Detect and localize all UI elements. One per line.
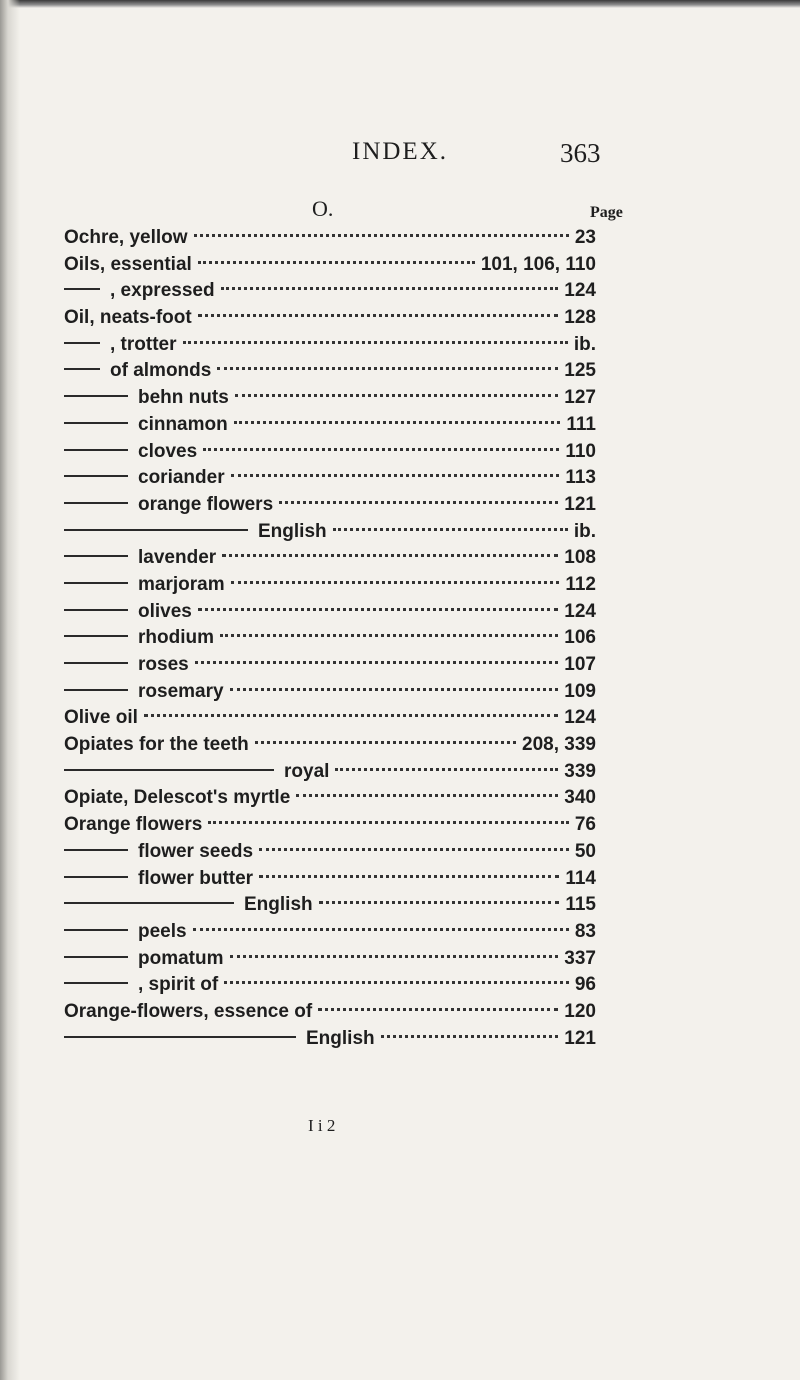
index-entry (64, 547, 596, 574)
index-entry (64, 814, 596, 841)
index-entry (64, 334, 596, 361)
dot-leader (221, 287, 559, 290)
dot-leader (208, 821, 569, 824)
entry-text: Oils, essential (64, 253, 192, 275)
dot-leader (217, 367, 558, 370)
entry-page-ref: 50 (574, 840, 596, 862)
entry-page-ref: 23 (574, 227, 596, 248)
index-entry (64, 868, 596, 895)
entry-text: Ochre, yellow (64, 227, 188, 248)
ditto-dash (64, 635, 128, 637)
index-entry (64, 467, 596, 494)
dot-leader (222, 554, 558, 557)
entry-text: English (244, 894, 313, 916)
ditto-dash (64, 769, 274, 771)
index-entry (64, 494, 596, 521)
ditto-dash (64, 609, 128, 611)
entry-text: marjoram (138, 573, 225, 595)
entry-page-ref: 110 (565, 440, 596, 462)
entry-page-ref: 120 (564, 1000, 596, 1022)
entry-page-ref: ib. (573, 333, 596, 355)
index-entry (64, 681, 596, 708)
dot-leader (144, 714, 558, 717)
dot-leader (231, 474, 560, 477)
ditto-dash (64, 929, 128, 931)
entry-page-ref: 128 (564, 307, 596, 329)
dot-leader (318, 1008, 558, 1011)
index-entry (64, 921, 596, 948)
ditto-dash (64, 902, 234, 904)
ditto-dash (64, 849, 128, 851)
dot-leader (319, 901, 560, 904)
entry-text: Olive oil (64, 707, 138, 729)
dot-leader (220, 634, 558, 637)
index-entry (64, 601, 596, 628)
index-entry (64, 307, 596, 334)
dot-leader (335, 768, 558, 771)
entry-text: peels (138, 920, 187, 942)
entry-text: cinnamon (138, 413, 228, 435)
entry-text: coriander (138, 467, 225, 489)
index-entry (64, 414, 596, 441)
entry-page-ref: 125 (564, 360, 596, 382)
ditto-dash (64, 395, 128, 397)
entry-text: roses (138, 654, 189, 675)
entry-page-ref: 108 (564, 547, 596, 569)
index-entry (64, 227, 596, 254)
index-entry (64, 574, 596, 601)
index-entry (64, 974, 596, 1001)
entry-page-ref: 101, 106, 110 (480, 253, 596, 275)
index-entry (64, 948, 596, 975)
index-entry (64, 654, 596, 681)
index-entries (64, 227, 596, 1054)
ditto-dash (64, 422, 128, 424)
ditto-dash (64, 368, 100, 370)
index-entry (64, 734, 596, 761)
entry-page-ref: 127 (564, 387, 596, 409)
entry-page-ref: ib. (573, 520, 596, 542)
index-entry (64, 280, 596, 307)
dot-leader (381, 1035, 559, 1038)
index-entry (64, 254, 596, 281)
dot-leader (234, 421, 561, 424)
page-top-edge (0, 0, 800, 8)
index-entry (64, 761, 596, 788)
entry-page-ref: 124 (564, 600, 596, 622)
ditto-dash (64, 502, 128, 504)
entry-text: English (258, 520, 327, 542)
dot-leader (198, 608, 558, 611)
entry-text: cloves (138, 440, 198, 462)
entry-text: Opiates for the teeth (64, 734, 249, 756)
index-entry (64, 787, 596, 814)
index-entry (64, 1028, 596, 1055)
ditto-dash (64, 689, 128, 691)
dot-leader (203, 448, 559, 451)
dot-leader (183, 341, 568, 344)
dot-leader (198, 261, 475, 264)
entry-text: flower seeds (138, 840, 254, 862)
ditto-dash (64, 1036, 296, 1038)
dot-leader (259, 875, 559, 878)
index-entry (64, 627, 596, 654)
index-entry (64, 707, 596, 734)
dot-leader (296, 794, 558, 797)
dot-leader (195, 661, 559, 664)
ditto-dash (64, 529, 248, 531)
running-header (0, 138, 800, 178)
dot-leader (194, 234, 569, 237)
entry-page-ref: 109 (564, 680, 596, 702)
ditto-dash (64, 662, 128, 664)
entry-page-ref: 111 (566, 413, 596, 435)
index-entry (64, 521, 596, 548)
entry-text: , trotter (110, 333, 177, 355)
ditto-dash (64, 956, 128, 958)
ditto-dash (64, 555, 128, 557)
entry-text: royal (284, 760, 330, 782)
entry-text: rosemary (138, 680, 224, 702)
entry-page-ref: 124 (564, 707, 596, 729)
entry-text: , expressed (110, 280, 215, 302)
ditto-dash (64, 288, 100, 290)
entry-text: behn nuts (138, 387, 229, 409)
dot-leader (235, 394, 559, 397)
dot-leader (259, 848, 569, 851)
entry-text: Orange flowers (64, 814, 203, 836)
entry-text: Oil, neats-foot (64, 307, 192, 329)
entry-page-ref: 208, 339 (522, 734, 596, 756)
header-page-number: 363 (560, 138, 601, 168)
page-column-label: Page (590, 204, 623, 221)
dot-leader (224, 981, 569, 984)
ditto-dash (64, 475, 128, 477)
dot-leader (333, 528, 568, 531)
entry-page-ref: 121 (564, 493, 596, 515)
dot-leader (230, 955, 559, 958)
entry-page-ref: 115 (565, 894, 596, 916)
index-entry (64, 441, 596, 468)
entry-page-ref: 106 (564, 627, 596, 649)
index-entry (64, 841, 596, 868)
dot-leader (230, 688, 559, 691)
entry-page-ref: 340 (564, 787, 596, 809)
entry-text: Orange-flowers, essence of (64, 1000, 313, 1022)
ditto-dash (64, 982, 128, 984)
entry-page-ref: 121 (564, 1027, 596, 1049)
entry-text: , spirit of (138, 974, 219, 996)
entry-page-ref: 113 (565, 467, 596, 489)
index-entry (64, 894, 596, 921)
index-entry (64, 387, 596, 414)
entry-text: Opiate, Delescot's myrtle (64, 787, 291, 809)
index-entry (64, 360, 596, 387)
section-letter: O. (312, 196, 334, 221)
printer-signature: I i 2 (308, 1116, 336, 1135)
dot-leader (193, 928, 569, 931)
entry-page-ref: 76 (574, 814, 596, 836)
header-title: INDEX. (352, 138, 449, 165)
ditto-dash (64, 449, 128, 451)
ditto-dash (64, 582, 128, 584)
ditto-dash (64, 342, 100, 344)
dot-leader (231, 581, 560, 584)
entry-text: orange flowers (138, 493, 274, 515)
entry-page-ref: 114 (565, 867, 596, 889)
entry-page-ref: 107 (564, 654, 596, 675)
entry-text: pomatum (138, 947, 224, 969)
entry-text: flower butter (138, 867, 254, 889)
entry-text: olives (138, 600, 192, 622)
entry-page-ref: 96 (574, 974, 596, 996)
entry-page-ref: 124 (564, 280, 596, 302)
dot-leader (279, 501, 558, 504)
dot-leader (255, 741, 516, 744)
entry-text: English (306, 1027, 375, 1049)
entry-text: of almonds (110, 360, 212, 382)
entry-text: rhodium (138, 627, 214, 649)
dot-leader (198, 314, 559, 317)
entry-page-ref: 83 (574, 920, 596, 942)
entry-page-ref: 337 (564, 947, 596, 969)
entry-page-ref: 339 (564, 760, 596, 782)
index-entry (64, 1001, 596, 1028)
entry-page-ref: 112 (565, 573, 596, 595)
ditto-dash (64, 876, 128, 878)
entry-text: lavender (138, 547, 217, 569)
section-heading (0, 196, 800, 226)
